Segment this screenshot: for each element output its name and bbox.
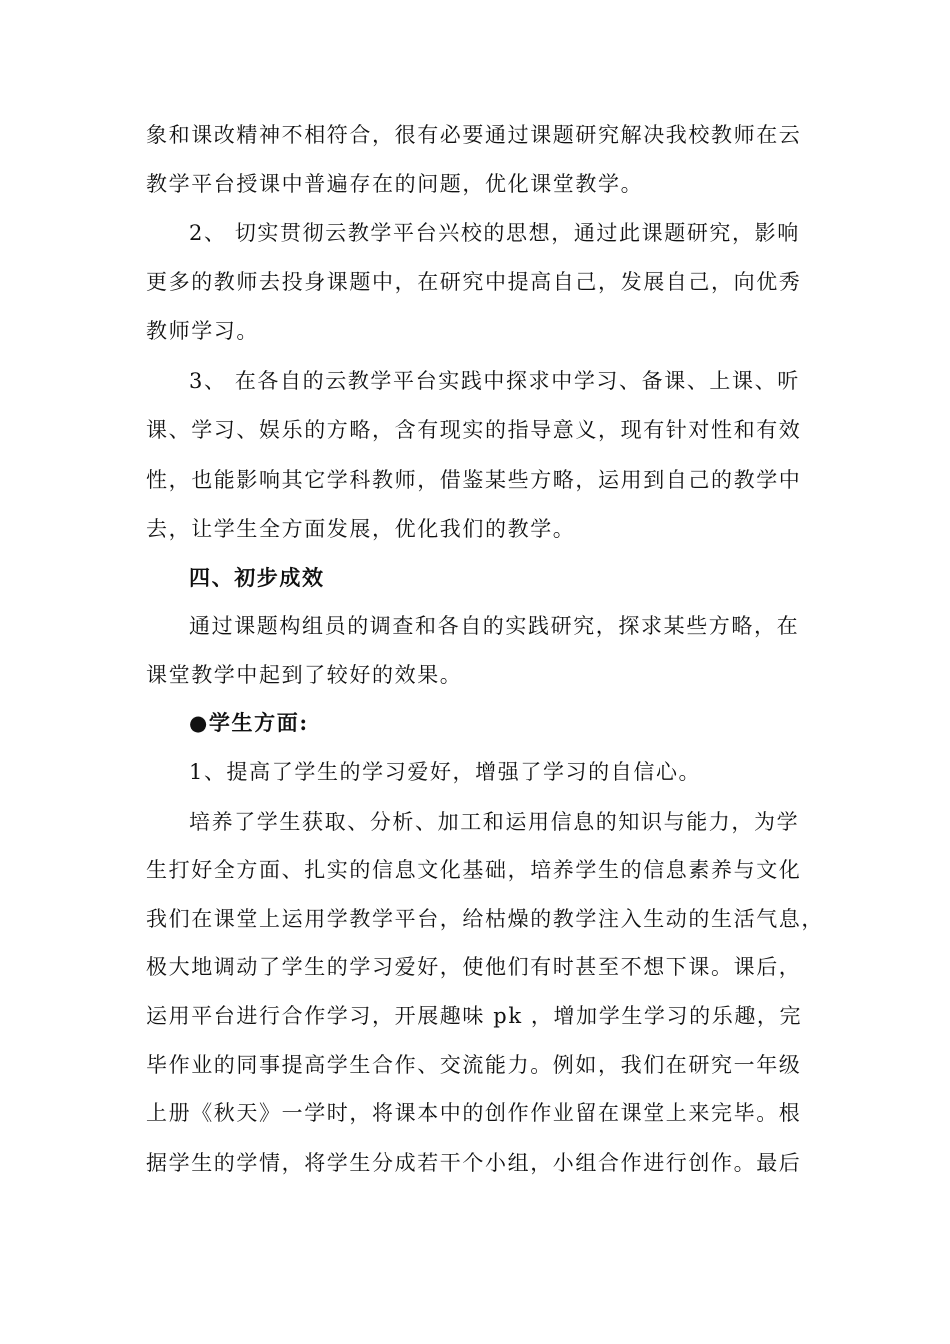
list-item-1: 1、提高了学生的学习爱好，增强了学习的自信心。 — [189, 760, 702, 784]
list-item-3: 3、 在各自的云教学平台实践中探求中学习、备课、上课、听 — [189, 369, 800, 393]
text-line: 极大地调动了学生的学习爱好，使他们有时甚至不想下课。课后， — [146, 955, 802, 979]
text-line: 课堂教学中起到了较好的效果。 — [146, 663, 463, 687]
text-line: 更多的教师去投身课题中，在研究中提高自己，发展自己，向优秀 — [146, 270, 802, 294]
text-line: 课、学习、娱乐的方略，含有现实的指导意义，现有针对性和有效 — [146, 418, 802, 442]
paragraph-start: 培养了学生获取、分析、加工和运用信息的知识与能力，为学 — [189, 810, 800, 834]
text-line: 运用平台进行合作学习，开展趣味 pk ，增加学生学习的乐趣，完 — [146, 1004, 803, 1028]
text-line: 毕作业的同事提高学生合作、交流能力。例如，我们在研究一年级 — [146, 1053, 802, 1077]
subsection-heading: ●学生方面: — [189, 710, 309, 735]
text-line: 生打好全方面、扎实的信息文化基础，培养学生的信息素养与文化 — [146, 858, 802, 882]
text-line: 上册《秋天》一学时，将课本中的创作作业留在课堂上来完毕。根 — [146, 1101, 802, 1125]
paragraph-start: 通过课题构组员的调查和各自的实践研究，探求某些方略，在 — [189, 614, 800, 638]
text-line: 据学生的学情，将学生分成若干个小组，小组合作进行创作。最后 — [146, 1151, 802, 1175]
text-line: 性，也能影响其它学科教师，借鉴某些方略，运用到自己的教学中 — [146, 468, 802, 492]
text-line: 去，让学生全方面发展，优化我们的教学。 — [146, 517, 576, 541]
text-line: 我们在课堂上运用学教学平台，给枯燥的教学注入生动的生活气息， — [146, 907, 824, 931]
text-line: 象和课改精神不相符合，很有必要通过课题研究解决我校教师在云 — [146, 123, 802, 147]
text-line: 教学平台授课中普遍存在的问题，优化课堂教学。 — [146, 172, 644, 196]
section-heading: 四、初步成效 — [189, 565, 325, 590]
text-line: 教师学习。 — [146, 319, 259, 343]
list-item-2: 2、 切实贯彻云教学平台兴校的思想，通过此课题研究，影响 — [189, 221, 800, 245]
